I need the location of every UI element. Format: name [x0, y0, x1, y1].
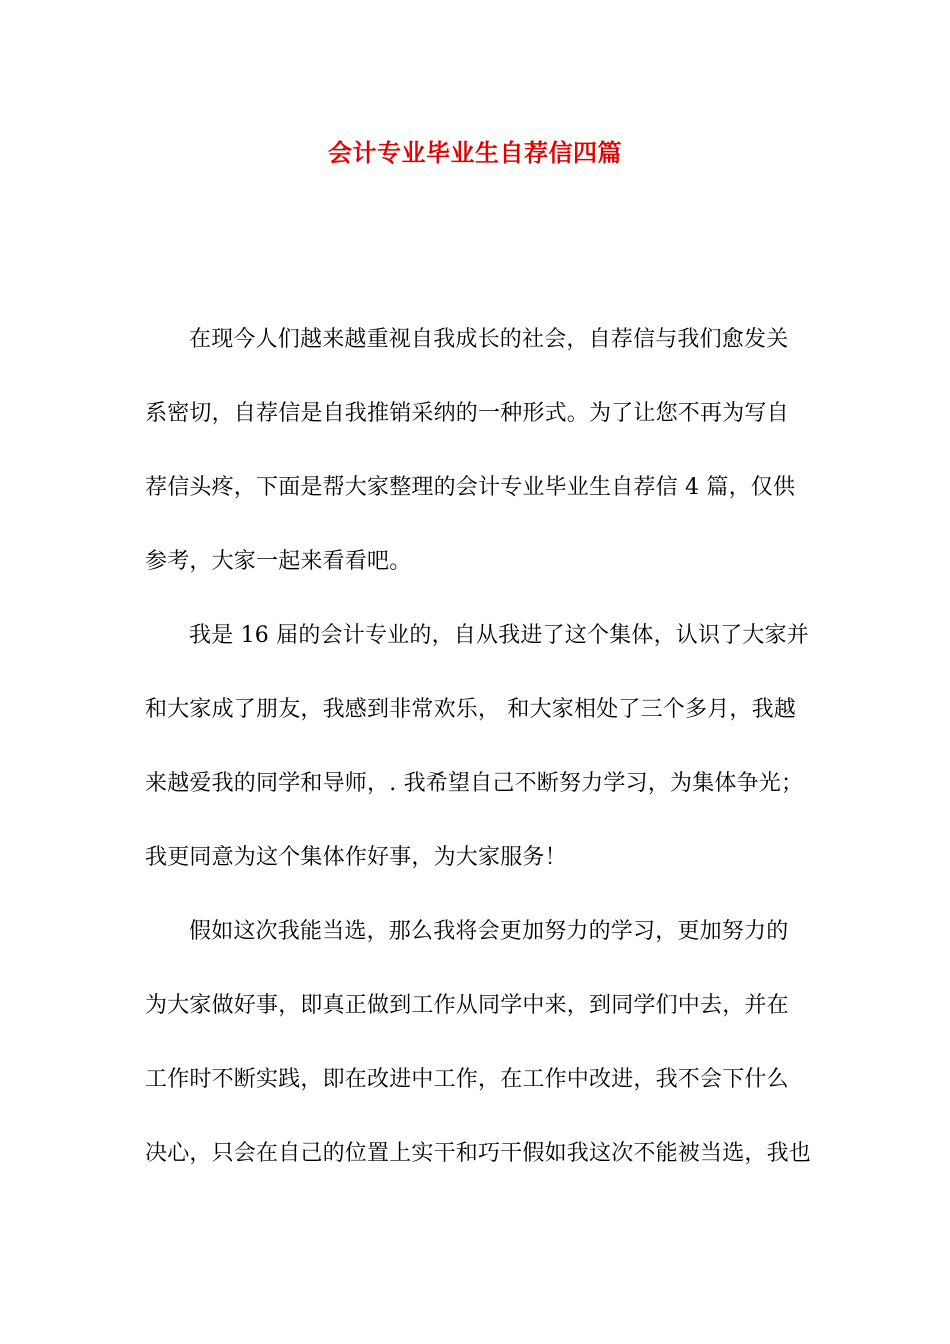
paragraph-line: 系密切，自荐信是自我推销采纳的一种形式。为了让您不再为写自 [145, 401, 789, 426]
document-body [145, 320, 812, 1208]
paragraph-line: 我更同意为这个集体作好事，为大家服务！ [145, 845, 567, 870]
paragraph-line: 参考，大家一起来看看吧。 [145, 549, 412, 574]
document-title: 会计专业毕业生自荐信四篇 [328, 139, 622, 167]
paragraph-line: 决心，只会在自己的位置上实干和巧干假如我这次不能被当选，我也 [145, 1141, 812, 1166]
paragraph-line: 为大家做好事，即真正做到工作从同学中来，到同学们中去，并在 [145, 993, 789, 1018]
paragraph-line: 工作时不断实践，即在改进中工作，在工作中改进，我不会下什么 [145, 1067, 789, 1092]
paragraph-line: 来越爱我的同学和导师，. 我希望自己不断努力学习，为集体争光； [145, 771, 804, 796]
paragraph-line: 荐信头疼，下面是帮大家整理的会计专业毕业生自荐信 4 篇，仅供 [145, 475, 796, 500]
paragraph-line: 假如这次我能当选，那么我将会更加努力的学习，更加努力的 [189, 919, 789, 944]
paragraph-line: 和大家成了朋友，我感到非常欢乐， 和大家相处了三个多月，我越 [145, 697, 796, 722]
paragraph-line: 在现今人们越来越重视自我成长的社会，自荐信与我们愈发关 [189, 327, 789, 352]
paragraph-line: 我是 16 届的会计专业的，自从我进了这个集体，认识了大家并 [189, 623, 809, 648]
